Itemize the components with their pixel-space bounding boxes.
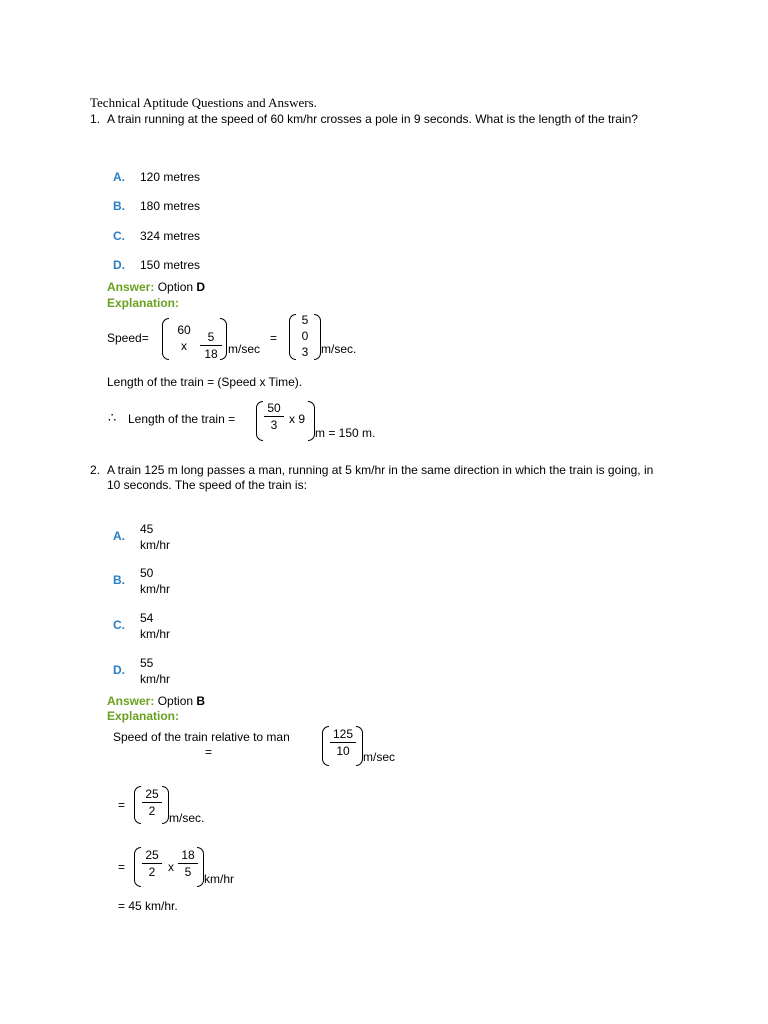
q1-option-b-text: 180 metres	[140, 199, 201, 213]
q2-explanation-label: Explanation:	[107, 709, 180, 723]
q1-option-c-text: 324 metres	[140, 229, 201, 243]
q2-option-c	[140, 610, 170, 642]
q2-paren-right-2	[162, 786, 169, 824]
q2-relative-equals: =	[205, 745, 213, 759]
q2-answer-label: Answer:	[107, 694, 155, 708]
q1-option-d-text: 150 metres	[140, 258, 201, 272]
q2-option-a-letter: A.	[113, 529, 125, 543]
q2-final-answer: = 45 km/hr.	[118, 899, 178, 913]
q1-answer-value: D	[196, 280, 206, 294]
q2-option-b-letter: B.	[113, 573, 125, 587]
q1-paren-right-3	[308, 401, 315, 441]
q1-option-b-letter: B.	[113, 199, 125, 213]
q2-frac-18-5	[178, 847, 198, 880]
question-1-text: A train running at the speed of 60 km/hr crosses a pole in 9 seconds. What is the length of the train?	[107, 112, 638, 126]
q2-option-b-unit: km/hr	[140, 582, 170, 596]
q2-frac-125-10	[330, 726, 356, 759]
q1-option-a-letter: A.	[113, 170, 125, 184]
page-title: Technical Aptitude Questions and Answers.	[90, 95, 317, 110]
q2-option-c-value: 54	[140, 611, 154, 625]
q1-frac-5-18	[200, 329, 222, 362]
q1-unit-1: m/sec	[228, 342, 261, 356]
q2-times: x	[168, 860, 174, 874]
q2-equals-3: =	[118, 860, 126, 874]
q2-frac-25-2-b-num: 25	[142, 847, 162, 864]
q1-length-label: Length of the train =	[128, 412, 236, 426]
q2-paren-left-1	[322, 726, 329, 766]
q2-option-a	[140, 521, 170, 553]
q1-stacked-value	[298, 312, 312, 360]
q1-answer	[107, 280, 205, 294]
q2-option-d-unit: km/hr	[140, 672, 170, 686]
q1-frac-60-x: x	[181, 339, 187, 353]
question-1-number: 1.	[90, 112, 101, 126]
q1-option-c-letter: C.	[113, 229, 125, 243]
q2-frac-25-2-a-num: 25	[142, 786, 162, 803]
q2-relative-label: Speed of the train relative to man	[113, 730, 290, 744]
q1-answer-label: Answer:	[107, 280, 155, 294]
q1-explanation-label: Explanation:	[107, 296, 180, 310]
q2-paren-left-2	[134, 786, 141, 824]
q2-option-a-value: 45	[140, 522, 154, 536]
q2-answer	[107, 694, 205, 708]
q2-unit-3: km/hr	[204, 872, 234, 886]
q1-frac-50-3-num: 50	[264, 400, 284, 417]
q2-paren-right-3	[197, 847, 204, 887]
q1-frac-50-3-den: 3	[270, 418, 278, 432]
q1-stack-3: 3	[301, 345, 309, 359]
q1-frac-60	[172, 322, 196, 354]
q1-paren-right-2	[314, 314, 321, 360]
q1-paren-left-2	[289, 314, 296, 360]
therefore-symbol: ∴	[108, 410, 117, 425]
q2-option-c-letter: C.	[113, 618, 125, 632]
q1-stack-2: 0	[301, 329, 309, 343]
q2-option-b-value: 50	[140, 566, 154, 580]
q2-frac-25-2-a	[142, 786, 162, 819]
q2-equals-2: =	[118, 798, 126, 812]
q2-option-d-value: 55	[140, 656, 154, 670]
q2-unit-2: m/sec.	[169, 811, 205, 825]
q2-paren-right-1	[356, 726, 363, 766]
q1-paren-left-3	[256, 401, 263, 441]
q2-frac-125-10-num: 125	[330, 726, 356, 743]
q1-frac-50-3	[264, 400, 284, 433]
q2-frac-18-5-den: 5	[184, 865, 192, 879]
q2-unit-1: m/sec	[363, 750, 396, 764]
q1-paren-right-1	[220, 318, 227, 360]
q2-answer-prefix: Option	[157, 694, 194, 708]
q2-option-a-unit: km/hr	[140, 538, 170, 552]
q2-frac-25-2-a-den: 2	[148, 804, 156, 818]
q2-paren-left-3	[134, 847, 141, 887]
question-2-text: A train 125 m long passes a man, running at 5 km/hr in the same direction in which the train is going, in 10 seconds. The speed of the train is:	[107, 463, 654, 492]
q1-frac-5-18-den: 18	[204, 347, 218, 361]
q2-option-d-letter: D.	[113, 663, 125, 677]
q1-paren-left-1	[162, 318, 169, 360]
q1-stack-1: 5	[301, 313, 309, 327]
q2-answer-value: B	[196, 694, 206, 708]
q1-frac-60-num: 60	[177, 323, 191, 337]
q1-answer-prefix: Option	[157, 280, 194, 294]
q2-frac-125-10-den: 10	[336, 744, 350, 758]
q2-option-c-unit: km/hr	[140, 627, 170, 641]
q1-option-d-letter: D.	[113, 258, 125, 272]
q1-speed-label: Speed=	[107, 331, 149, 345]
question-2-number: 2.	[90, 463, 101, 477]
q1-equals: =	[270, 331, 278, 345]
q2-option-b	[140, 565, 170, 597]
q2-option-d	[140, 655, 170, 687]
q1-unit-2: m/sec.	[321, 342, 357, 356]
q1-times-9: x 9	[289, 412, 306, 426]
q2-frac-25-2-b	[142, 847, 162, 880]
q1-frac-5-18-num: 5	[200, 329, 222, 346]
q1-option-a-text: 120 metres	[140, 170, 201, 184]
q2-frac-25-2-b-den: 2	[148, 865, 156, 879]
q1-result: m = 150 m.	[315, 426, 376, 440]
q2-frac-18-5-num: 18	[178, 847, 198, 864]
q1-length-line: Length of the train = (Speed x Time).	[107, 375, 303, 389]
